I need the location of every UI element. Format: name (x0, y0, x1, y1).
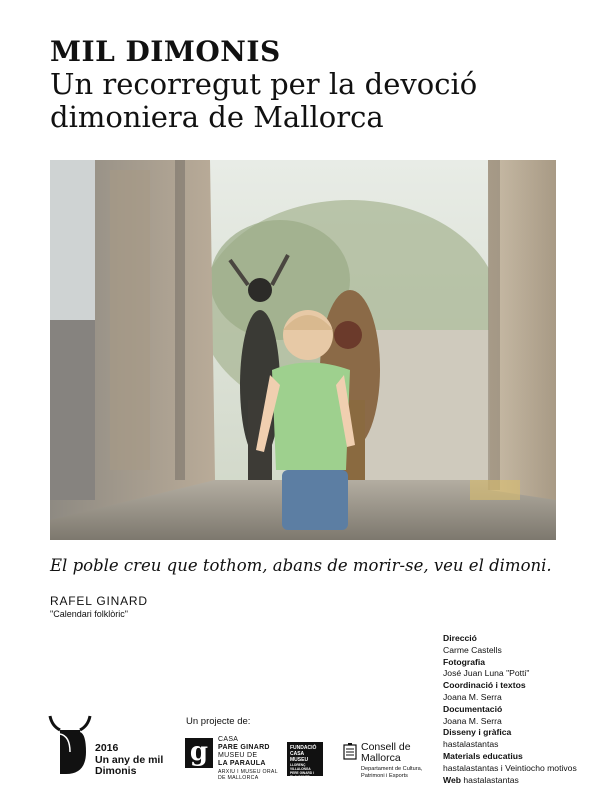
consell-mallorca-text (361, 742, 411, 764)
credit-label: Disseny i gràfica (443, 727, 512, 738)
consell-line: Consell de (361, 741, 411, 753)
consell-department (361, 766, 422, 779)
quote-author: RAFEL GINARD (50, 594, 148, 608)
casa-line: PARE GINARD (218, 744, 270, 751)
project-of-label: Un projecte de: (186, 716, 251, 727)
casa-pare-ginard-text (218, 736, 278, 781)
credit-value: hastalastantas i Veintiocho motivos (443, 762, 577, 773)
credit-web (443, 775, 593, 787)
quote-text: El poble creu que tothom, abans de morir-se, veu el dimoni. (50, 556, 552, 575)
casa-line: LA PARAULA (218, 760, 266, 767)
credit-label: Fotografia (443, 656, 486, 667)
consell-dept-line: Patrimoni i Esports (361, 772, 408, 779)
credit-label: Documentació (443, 703, 503, 714)
title-block (50, 36, 570, 134)
fundacio-logo (287, 742, 323, 779)
credit-value: Joana M. Serra (443, 691, 502, 702)
credits-list (443, 633, 593, 786)
credit-value: hastalastantas (463, 774, 519, 785)
credit-label: Coordinació i textos (443, 680, 526, 691)
fundacio-line: FUNDACIÓ (290, 745, 317, 751)
credit-value: José Juan Luna "Potti" (443, 668, 530, 679)
quote-source: "Calendari folklòric" (50, 609, 128, 619)
year: 2016 (95, 742, 119, 754)
year-line-3: Dimonis (95, 765, 137, 777)
fundacio-line: PERE GINARD I BLAI BONET (290, 771, 314, 779)
credit-value: hastalastantas (443, 739, 499, 750)
fundacio-line: CASA MUSEU (290, 751, 309, 763)
fundacio-line: LLORENÇ VILLALONGA (290, 763, 311, 771)
casa-sub-line: DE MALLORCA (218, 775, 259, 781)
photo-child-and-demons (50, 160, 556, 540)
consell-crest-icon (343, 743, 357, 765)
consell-dept-line: Departament de Cultura, (361, 766, 423, 772)
credit-label: Web (443, 774, 461, 785)
credit-label: Materials educatius (443, 750, 523, 761)
credit-label: Direcció (443, 633, 477, 643)
mil-dimonis-logo-icon (46, 712, 94, 778)
casa-line: MUSEU DE (218, 752, 258, 759)
year-tagline (95, 743, 163, 778)
credit-value: Carme Castells (443, 644, 502, 655)
page-title: MIL DIMONIS (50, 35, 281, 68)
year-line-2: Un any de mil (95, 753, 164, 766)
subtitle-line-1: Un recorregut per la devoció (50, 67, 478, 101)
casa-subtitle (218, 769, 278, 781)
casa-sub-line: ARXIU I MUSEU ORAL (218, 769, 278, 775)
subtitle-line-2: dimoniera de Mallorca (50, 100, 384, 134)
main-photo (50, 160, 556, 540)
credit-value: Joana M. Serra (443, 715, 502, 726)
consell-line: Mallorca (361, 752, 401, 764)
casa-pare-ginard-logo-icon: g (185, 738, 213, 768)
casa-line: CASA (218, 736, 239, 743)
